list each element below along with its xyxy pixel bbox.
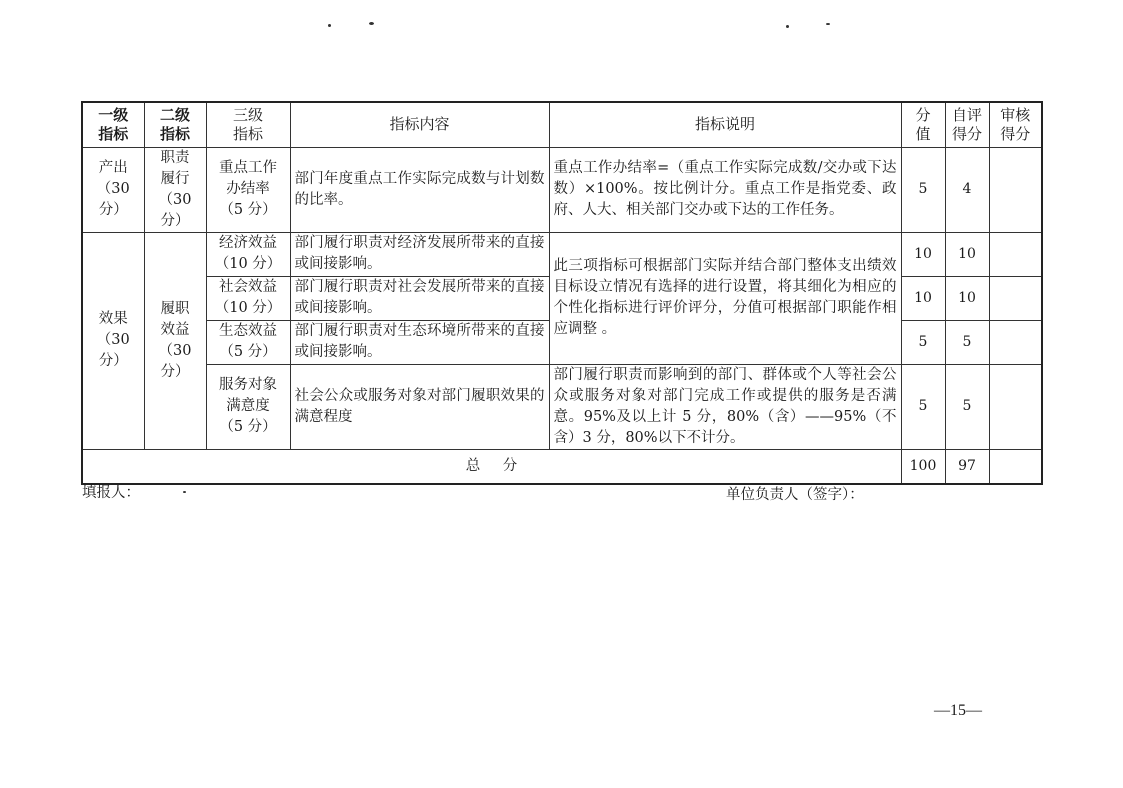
- social-level3: 社会效益 （10 分）: [206, 276, 290, 320]
- performance-evaluation-table: [81, 101, 1043, 485]
- output-level1: 产出 （30 分）: [82, 147, 144, 232]
- satisfaction-score: 5: [901, 364, 945, 449]
- header-level3: 三级 指标: [206, 102, 290, 147]
- table-row-economic: [82, 232, 1042, 276]
- satisfaction-self-score: 5: [945, 364, 989, 449]
- header-audit-score: 审核 得分: [989, 102, 1042, 147]
- scan-speck: [328, 24, 331, 27]
- header-level2: 二级 指标: [144, 102, 206, 147]
- satisfaction-content: 社会公众或服务对象对部门履职效果的满意程度: [290, 364, 549, 449]
- output-self-score: 4: [945, 147, 989, 232]
- ecological-level3: 生态效益 （5 分）: [206, 320, 290, 364]
- header-score: 分 值: [901, 102, 945, 147]
- scan-speck: [826, 23, 830, 25]
- total-label-part2: 分: [502, 457, 518, 474]
- effect-level2: 履职 效益 （30 分）: [144, 232, 206, 449]
- total-self-score: 97: [945, 449, 989, 484]
- page-number: —15—: [934, 702, 982, 719]
- satisfaction-description: 部门履行职责而影响到的部门、群体或个人等社会公众或服务对象对部门完成工作或提供的服务是否满意。95%及以上计 5 分，80%（含）——95%（不含）3 分，80%以下不计分。: [549, 364, 901, 449]
- table-header-row: [82, 102, 1042, 147]
- economic-audit-score: [989, 232, 1042, 276]
- output-level2: 职责 履行 （30 分）: [144, 147, 206, 232]
- total-audit-score: [989, 449, 1042, 484]
- header-content: 指标内容: [290, 102, 549, 147]
- output-score: 5: [901, 147, 945, 232]
- shared-description: 此三项指标可根据部门实际并结合部门整体支出绩效目标设立情况有选择的进行设置，将其细化为相应的个性化指标进行评价评分，分值可根据部门职能作相应调整 。: [549, 232, 901, 364]
- scan-speck: [183, 491, 186, 493]
- header-self-score: 自评 得分: [945, 102, 989, 147]
- table-row-output: [82, 147, 1042, 232]
- economic-score: 10: [901, 232, 945, 276]
- scan-speck: [786, 25, 789, 28]
- ecological-self-score: 5: [945, 320, 989, 364]
- ecological-audit-score: [989, 320, 1042, 364]
- total-score: 100: [901, 449, 945, 484]
- total-label: [82, 449, 901, 484]
- header-level1: 一级 指标: [82, 102, 144, 147]
- social-score: 10: [901, 276, 945, 320]
- output-level3: 重点工作 办结率 （5 分）: [206, 147, 290, 232]
- responsible-signature-label: 单位负责人（签字）：: [726, 487, 864, 503]
- social-self-score: 10: [945, 276, 989, 320]
- economic-content: 部门履行职责对经济发展所带来的直接或间接影响。: [290, 232, 549, 276]
- reporter-label: 填报人：: [82, 485, 140, 501]
- economic-self-score: 10: [945, 232, 989, 276]
- satisfaction-audit-score: [989, 364, 1042, 449]
- social-audit-score: [989, 276, 1042, 320]
- ecological-score: 5: [901, 320, 945, 364]
- satisfaction-level3: 服务对象 满意度 （5 分）: [206, 364, 290, 449]
- ecological-content: 部门履行职责对生态环境所带来的直接或间接影响。: [290, 320, 549, 364]
- output-description: 重点工作办结率=（重点工作实际完成数/交办或下达数）×100%。按比例计分。重点工作是指党委、政府、人大、相关部门交办或下达的工作任务。: [549, 147, 901, 232]
- header-description: 指标说明: [549, 102, 901, 147]
- table-row-total: [82, 449, 1042, 484]
- total-label-part1: 总: [465, 457, 481, 474]
- output-audit-score: [989, 147, 1042, 232]
- output-content: 部门年度重点工作实际完成数与计划数的比率。: [290, 147, 549, 232]
- scan-speck: [369, 22, 374, 25]
- effect-level1: 效果 （30 分）: [82, 232, 144, 449]
- economic-level3: 经济效益 （10 分）: [206, 232, 290, 276]
- social-content: 部门履行职责对社会发展所带来的直接或间接影响。: [290, 276, 549, 320]
- table-row-satisfaction: [82, 364, 1042, 449]
